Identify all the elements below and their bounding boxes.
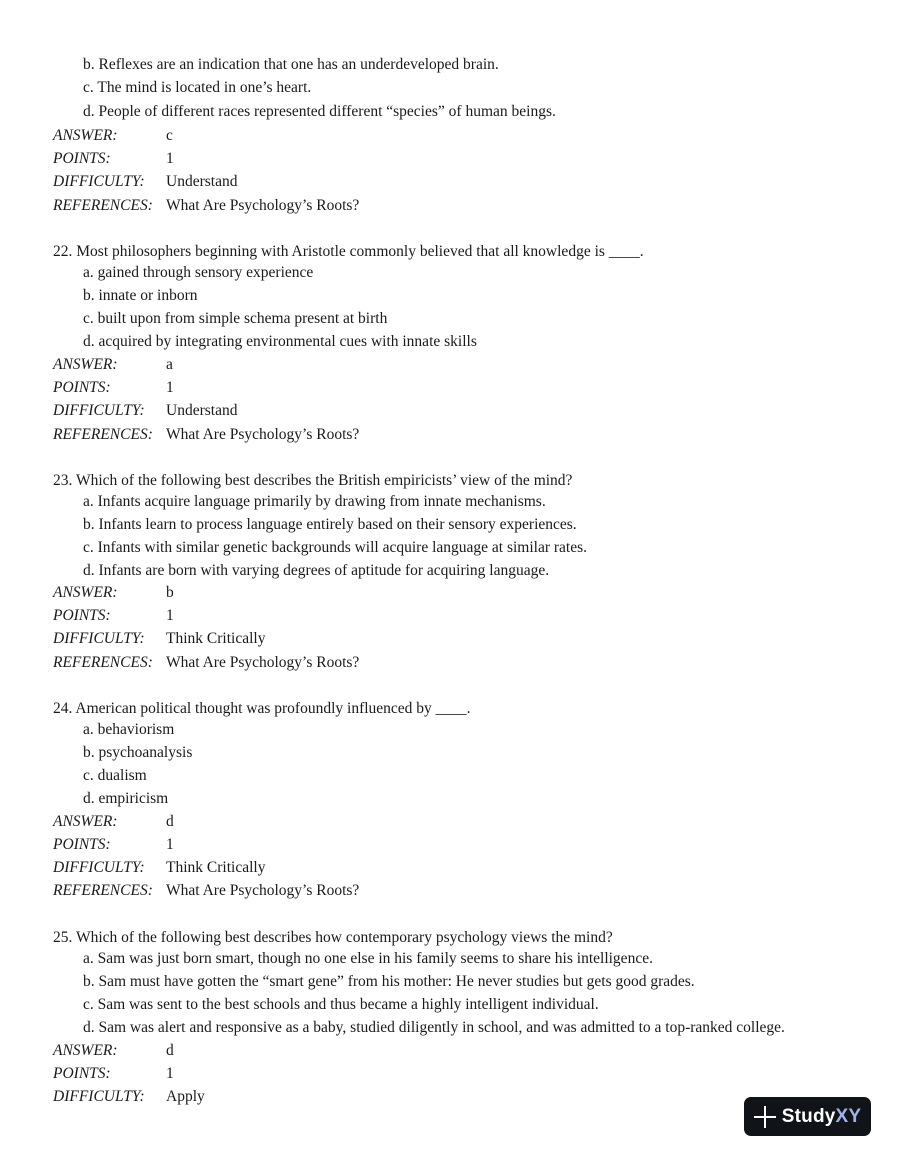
q24-option-d: d. empiricism <box>83 790 169 807</box>
q21-references-label: REFERENCES: <box>53 197 153 214</box>
q23-option-d: d. Infants are born with varying degrees of aptitude for acquiring language. <box>83 562 550 579</box>
brand-accent-text: XY <box>835 1105 862 1127</box>
q25-difficulty-value: Apply <box>166 1088 205 1105</box>
q22-option-b: b. innate or inborn <box>83 287 198 304</box>
plus-icon <box>754 1106 776 1128</box>
q22-stem: 22. Most philosophers beginning with Aristotle commonly believed that all knowledge is ____. <box>53 243 644 260</box>
q24-answer-value: d <box>166 813 174 830</box>
q22-references-value: What Are Psychology’s Roots? <box>166 426 360 443</box>
q21-answer-value: c <box>166 127 173 144</box>
q23-option-a: a. Infants acquire language primarily by drawing from innate mechanisms. <box>83 493 546 510</box>
q23-option-c: c. Infants with similar genetic backgrounds will acquire language at similar rates. <box>83 539 588 556</box>
q21-answer-label: ANSWER: <box>53 127 118 144</box>
q24-option-b: b. psychoanalysis <box>83 744 193 761</box>
q24-difficulty-label: DIFFICULTY: <box>53 859 145 876</box>
q25-option-a: a. Sam was just born smart, though no one else in his family seems to share his intelligence. <box>83 950 653 967</box>
q23-points-value: 1 <box>166 607 174 624</box>
q22-answer-value: a <box>166 356 173 373</box>
q24-points-value: 1 <box>166 836 174 853</box>
q24-option-a: a. behaviorism <box>83 721 175 738</box>
q24-points-label: POINTS: <box>53 836 111 853</box>
q25-option-c: c. Sam was sent to the best schools and thus became a highly intelligent individual. <box>83 996 599 1013</box>
q21-option-b: b. Reflexes are an indication that one has an underdeveloped brain. <box>83 56 499 73</box>
q23-difficulty-value: Think Critically <box>166 630 266 647</box>
q23-references-value: What Are Psychology’s Roots? <box>166 654 360 671</box>
q25-answer-label: ANSWER: <box>53 1042 118 1059</box>
q24-option-c: c. dualism <box>83 767 147 784</box>
q22-answer-label: ANSWER: <box>53 356 118 373</box>
q24-stem: 24. American political thought was profoundly influenced by ____. <box>53 700 471 717</box>
q25-difficulty-label: DIFFICULTY: <box>53 1088 145 1105</box>
q21-option-d: d. People of different races represented different “species” of human beings. <box>83 103 556 120</box>
q21-difficulty-label: DIFFICULTY: <box>53 173 145 190</box>
q22-references-label: REFERENCES: <box>53 426 153 443</box>
q22-points-value: 1 <box>166 379 174 396</box>
q23-difficulty-label: DIFFICULTY: <box>53 630 145 647</box>
q24-difficulty-value: Think Critically <box>166 859 266 876</box>
q24-answer-label: ANSWER: <box>53 813 118 830</box>
q23-option-b: b. Infants learn to process language entirely based on their sensory experiences. <box>83 516 577 533</box>
q25-option-d: d. Sam was alert and responsive as a baby, studied diligently in school, and was admitted to a top-ranked college. <box>83 1019 785 1036</box>
q21-references-value: What Are Psychology’s Roots? <box>166 197 360 214</box>
q22-difficulty-value: Understand <box>166 402 238 419</box>
q22-option-d: d. acquired by integrating environmental cues with innate skills <box>83 333 477 350</box>
q22-difficulty-label: DIFFICULTY: <box>53 402 145 419</box>
q22-points-label: POINTS: <box>53 379 111 396</box>
q25-stem: 25. Which of the following best describes how contemporary psychology views the mind? <box>53 929 613 946</box>
brand-logo-text <box>782 1106 862 1128</box>
q23-stem: 23. Which of the following best describes the British empiricists’ view of the mind? <box>53 472 573 489</box>
q25-answer-value: d <box>166 1042 174 1059</box>
q21-points-value: 1 <box>166 150 174 167</box>
studyxy-badge[interactable] <box>744 1097 871 1136</box>
q25-option-b: b. Sam must have gotten the “smart gene” from his mother: He never studies but gets good grades. <box>83 973 695 990</box>
q25-points-value: 1 <box>166 1065 174 1082</box>
q21-difficulty-value: Understand <box>166 173 238 190</box>
q22-option-a: a. gained through sensory experience <box>83 264 314 281</box>
q23-answer-label: ANSWER: <box>53 584 118 601</box>
q24-references-label: REFERENCES: <box>53 882 153 899</box>
brand-main-text: Study <box>781 1105 836 1127</box>
q23-references-label: REFERENCES: <box>53 654 153 671</box>
q24-references-value: What Are Psychology’s Roots? <box>166 882 360 899</box>
q22-option-c: c. built upon from simple schema present at birth <box>83 310 388 327</box>
q23-points-label: POINTS: <box>53 607 111 624</box>
q23-answer-value: b <box>166 584 174 601</box>
q21-option-c: c. The mind is located in one’s heart. <box>83 79 312 96</box>
q21-points-label: POINTS: <box>53 150 111 167</box>
q25-points-label: POINTS: <box>53 1065 111 1082</box>
